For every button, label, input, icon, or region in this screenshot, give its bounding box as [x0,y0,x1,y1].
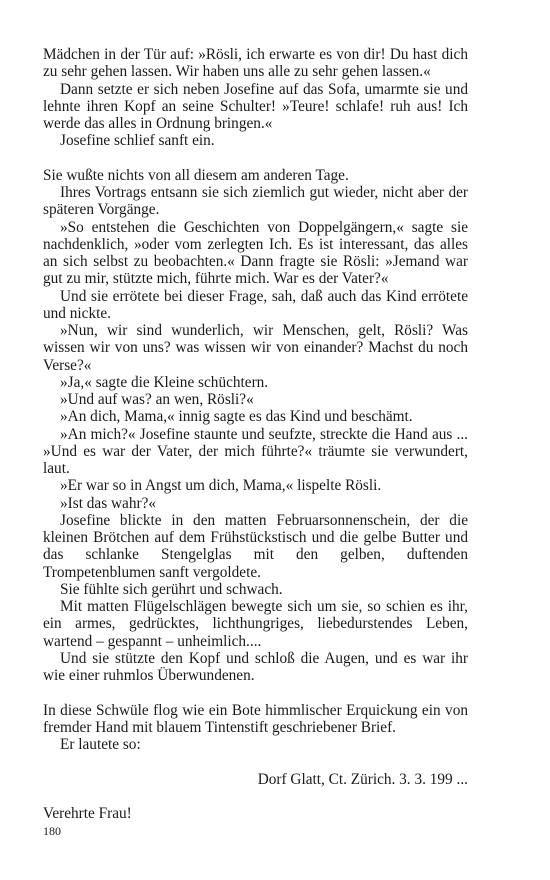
paragraph: »So entstehen die Geschichten von Doppelgängern,« sagte sie nachdenklich, »oder vom zerlegten Ich. Es ist interessant, das alles an sich selbst zu beobachten.« Dann fragte sie Rösli: »Jemand war gut zu mir, stützte mich, führte mich. War es der Vater?« [43,218,468,288]
page-text [43,46,468,822]
paragraph: »Ja,« sagte die Kleine schüchtern. [60,373,269,391]
paragraph: Ihres Vortrags entsann sie sich ziemlich gut wieder, nicht aber der späteren Vorgänge. [43,184,468,219]
paragraph: Mädchen in der Tür auf: »Rösli, ich erwarte es von dir! Du hast dich zu sehr gehen lassen. Wir haben uns alle zu sehr gehen lassen.« [43,46,468,81]
paragraph: »An dich, Mama,« innig sagte es das Kind und beschämt. [60,408,413,426]
paragraph: Und sie errötete bei dieser Frage, sah, daß auch das Kind errötete und nickte. [43,287,468,322]
paragraph: »Er war so in Angst um dich, Mama,« lispelte Rösli. [60,477,382,495]
letter-dateline: Dorf Glatt, Ct. Zürich. 3. 3. 199 ... [257,770,468,788]
paragraph: Josefine blickte in den matten Februarsonnenschein, der die kleinen Brötchen auf dem Frühstückstisch und die gelbe Butter und das schlanke Stengelglas mit den gelben, duftenden Trompetenblumen sanft vergoldete. [43,511,468,581]
paragraph: Sie fühlte sich gerührt und schwach. [60,580,283,598]
page-number: 180 [43,824,61,838]
paragraph: Und sie stützte den Kopf und schloß die Augen, und es war ihr wie einer ruhmlos Überwundenen. [43,649,468,684]
paragraph: »An mich?« Josefine staunte und seufzte, streckte die Hand aus ... »Und es war der Vater, der mich führte?« träumte sie verwundert, laut. [43,425,468,477]
paragraph: »Ist das wahr?« [60,494,157,512]
paragraph: Er lautete so: [60,736,141,753]
paragraph: »Und auf was? an wen, Rösli?« [60,391,254,408]
paragraph: Josefine schlief sanft ein. [60,132,215,150]
paragraph: Sie wußte nichts von all diesem am anderen Tage. [43,166,349,184]
paragraph: Mit matten Flügelschlägen bewegte sich um sie, so schien es ihr, ein armes, gedrücktes, lichthungriges, liebedurstendes Leben, wartend – gespannt – unheimlich.... [43,598,468,650]
paragraph: »Nun, wir sind wunderlich, wir Menschen, gelt, Rösli? Was wissen wir von uns? was wissen wir von einander? Machst du noch Verse?« [43,322,468,374]
paragraph: Dann setzte er sich neben Josefine auf das Sofa, umarmte sie und lehnte ihren Kopf an seine Schulter! »Teure! schlafe! ruh aus! Ich werde das alles in Ordnung bringen.« [43,80,468,132]
letter-salutation: Verehrte Frau! [43,805,132,822]
paragraph: In diese Schwüle flog wie ein Bote himmlischer Erquickung ein von fremder Hand mit blauem Tintenstift geschriebener Brief. [43,701,468,736]
